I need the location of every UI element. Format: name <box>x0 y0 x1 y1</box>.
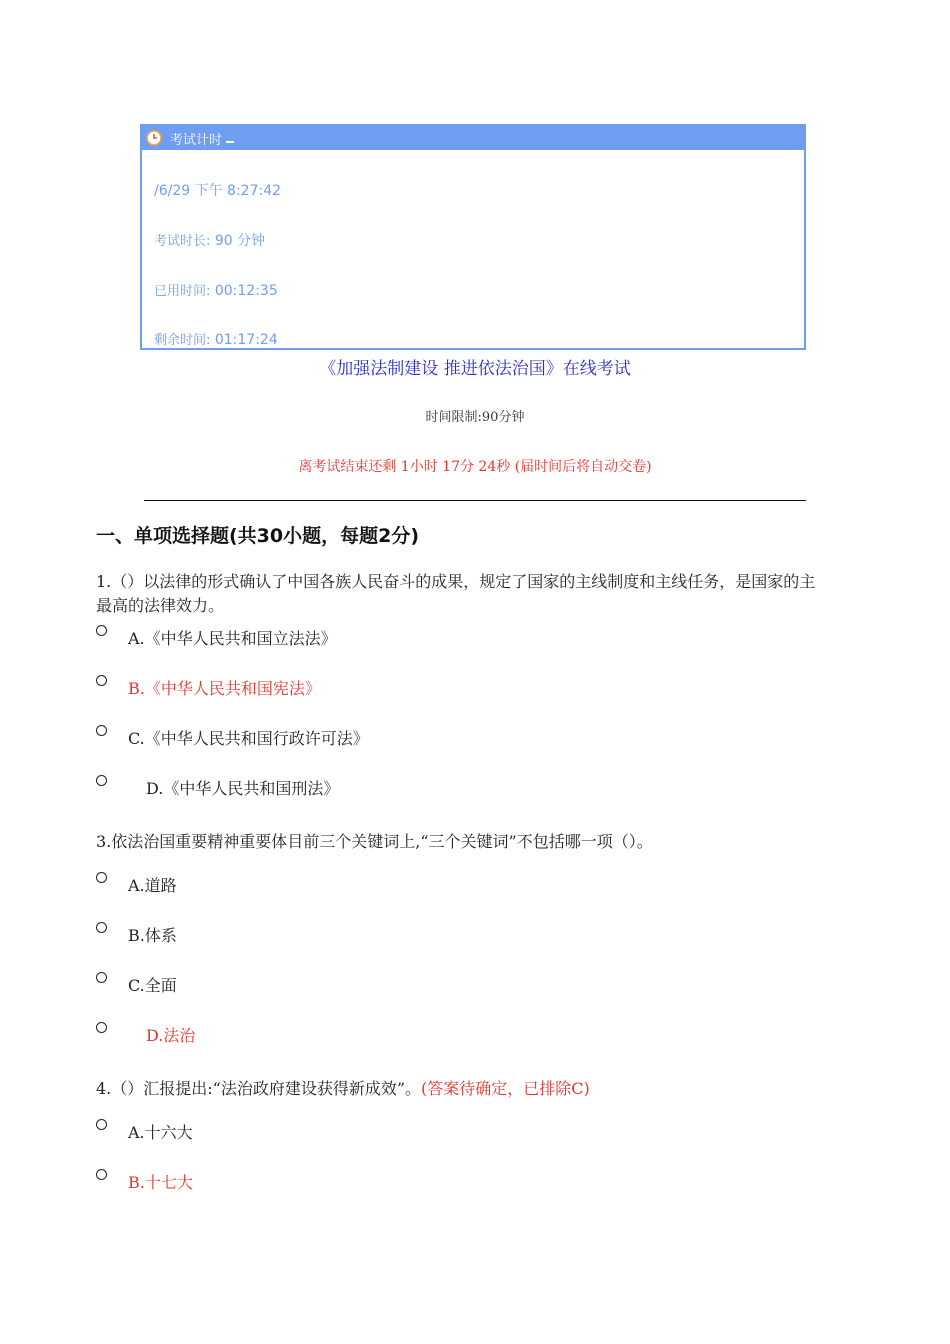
question-4-option-b[interactable]: B.十七大 <box>128 1173 193 1192</box>
question-3-text: 3.依法治国重要精神重要体目前三个关键词上,“三个关键词”不包括哪一项（）。 <box>96 832 653 851</box>
question-3-option-c[interactable]: C.全面 <box>128 976 177 995</box>
radio-icon[interactable] <box>96 1169 107 1180</box>
exam-timer-panel <box>140 124 806 350</box>
question-1-option-a[interactable]: A.《中华人民共和国立法法》 <box>128 629 337 648</box>
divider <box>144 500 806 501</box>
question-3-option-b[interactable]: B.体系 <box>128 926 177 945</box>
question-1-line1: 1.（）以法律的形式确认了中国各族人民奋斗的成果，规定了国家的主线制度和主线任务，是国家的主 <box>96 572 816 591</box>
remaining-value: 01:17:24 <box>214 332 278 348</box>
radio-icon[interactable] <box>96 872 107 883</box>
timer-datetime: /6/29 下午 8:27:42 <box>154 183 282 199</box>
radio-icon[interactable] <box>96 1022 107 1033</box>
radio-icon[interactable] <box>96 675 107 686</box>
minimize-icon[interactable] <box>226 141 234 143</box>
radio-icon[interactable] <box>96 972 107 983</box>
radio-icon[interactable] <box>96 1119 107 1130</box>
question-4-option-a[interactable]: A.十六大 <box>128 1123 193 1142</box>
elapsed-value: 00:12:35 <box>214 283 278 299</box>
clock-icon <box>146 130 162 146</box>
timer-duration <box>154 230 265 250</box>
question-3-option-d[interactable]: D.法治 <box>146 1026 196 1045</box>
question-4-note: (答案待确定，已排除C) <box>421 1079 590 1098</box>
timer-title: 考试计时 <box>170 132 223 148</box>
duration-value: 90 分钟 <box>214 233 266 249</box>
radio-icon[interactable] <box>96 625 107 636</box>
radio-icon[interactable] <box>96 922 107 933</box>
countdown-notice: 离考试结束还剩 1小时 17分 24秒 (届时间后将自动交卷) <box>298 459 652 475</box>
question-1-option-d[interactable]: D.《中华人民共和国刑法》 <box>146 779 340 798</box>
section-title: 一、单项选择题(共30小题，每题2分) <box>96 525 420 547</box>
radio-icon[interactable] <box>96 725 107 736</box>
question-1-option-b[interactable]: B.《中华人民共和国宪法》 <box>128 679 321 698</box>
time-limit: 时间限制:90分钟 <box>425 410 525 425</box>
timer-header <box>142 126 804 150</box>
remaining-label: 剩余时间: <box>154 333 211 348</box>
radio-icon[interactable] <box>96 775 107 786</box>
question-4-line1: 4.（）汇报提出:“法治政府建设获得新成效”。 <box>96 1079 422 1098</box>
question-1-line2: 最高的法律效力。 <box>96 596 225 615</box>
question-1-option-c[interactable]: C.《中华人民共和国行政许可法》 <box>128 729 369 748</box>
question-1-text <box>96 570 815 618</box>
duration-label: 考试时长: <box>154 234 211 249</box>
elapsed-label: 已用时间: <box>154 284 211 299</box>
question-3-option-a[interactable]: A.道路 <box>128 876 177 895</box>
exam-title: 《加强法制建设 推进依法治国》在线考试 <box>319 359 631 379</box>
question-4-text <box>96 1077 590 1101</box>
timer-elapsed <box>154 280 278 299</box>
timer-remaining <box>154 329 278 348</box>
